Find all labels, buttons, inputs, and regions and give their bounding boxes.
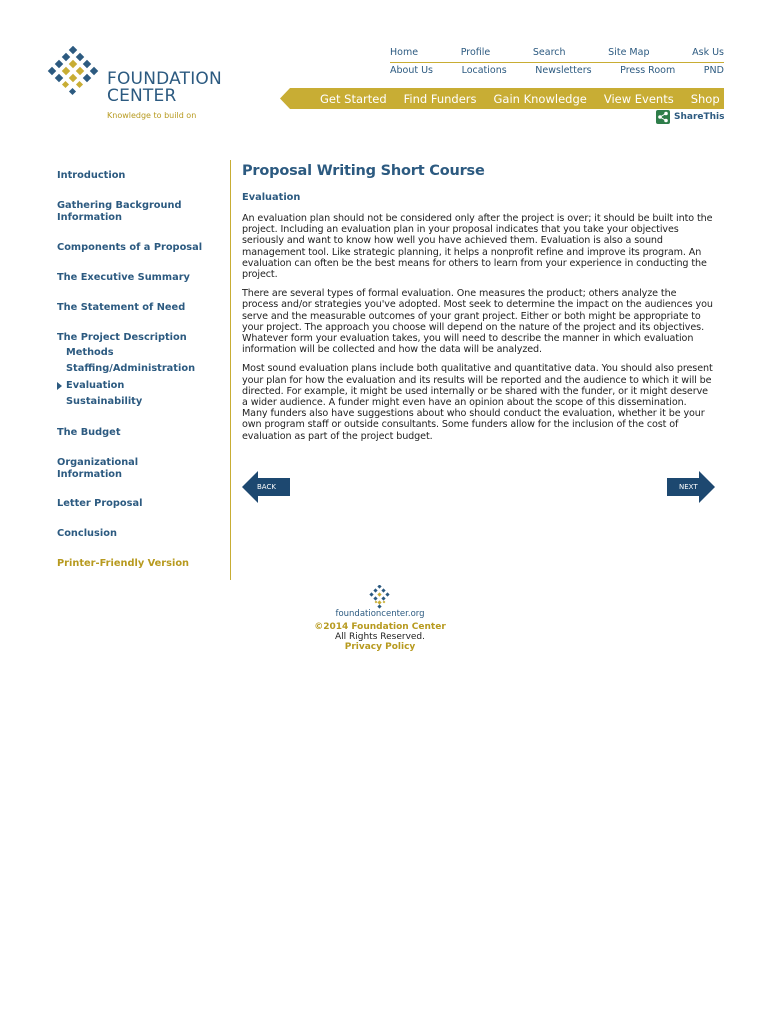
page-footer — [280, 585, 480, 652]
util-link-home[interactable]: Home — [390, 46, 419, 58]
main-nav-bar — [280, 88, 724, 109]
back-label: BACK — [257, 483, 276, 491]
sidebar-item-printer-friendly[interactable]: Printer-Friendly Version — [57, 558, 190, 569]
util-link-ask-us[interactable]: Ask Us — [692, 46, 724, 58]
sidebar-divider — [230, 160, 231, 580]
next-label: NEXT — [679, 483, 698, 491]
sidebar-item-executive-summary[interactable]: The Executive Summary — [57, 272, 190, 283]
sidebar-item-components[interactable]: Components of a Proposal — [57, 242, 203, 253]
nav-view-events[interactable]: View Events — [603, 91, 674, 106]
util-link-search[interactable]: Search — [532, 46, 566, 58]
sidebar-item-statement-of-need[interactable]: The Statement of Need — [57, 302, 186, 313]
back-button[interactable] — [242, 471, 290, 503]
footer-site-link[interactable]: foundationcenter.org — [335, 609, 425, 619]
sidebar-item-label: Gathering Background — [57, 200, 182, 211]
page-title: Proposal Writing Short Course — [242, 163, 485, 179]
sidebar-item-gathering-background[interactable] — [57, 200, 181, 224]
nav-gain-knowledge[interactable]: Gain Knowledge — [493, 91, 587, 106]
nav-shop[interactable]: Shop — [690, 91, 720, 106]
logo-tagline: Knowledge to build on — [107, 111, 197, 120]
next-button[interactable] — [667, 471, 715, 503]
sidebar-item-label: Information — [57, 469, 123, 480]
nav-get-started[interactable]: Get Started — [320, 91, 387, 106]
share-label: ShareThis — [674, 112, 725, 122]
sidebar-subitem-methods[interactable]: Methods — [66, 347, 114, 358]
privacy-policy-link[interactable]: Privacy Policy — [344, 642, 416, 652]
sidebar-item-letter-proposal[interactable]: Letter Proposal — [57, 498, 143, 509]
footer-copyright: ©2014 Foundation Center — [314, 622, 446, 632]
foundation-center-logo[interactable] — [44, 46, 234, 126]
paragraph: Most sound evaluation plans include both qualitative and quantitative data. You should also present your plan for how the evaluation and its results will be reported and the audience to which it will be directed. For example, it might be used internally or be shared with the funder, or it might deserve a wider audience. A funder might even have an opinion about the scope of this dissemination. Many funders also have suggestions about who should conduct the evaluation, whether it be your own program staff or outside consultants. Some funders allow for the inclusion of the cost of evaluation as part of the project budget. — [242, 363, 713, 442]
share-icon — [656, 110, 670, 124]
util-link-pnd[interactable]: PND — [703, 64, 724, 76]
active-item-arrow-icon — [57, 382, 62, 390]
paragraph: An evaluation plan should not be considered only after the project is over; it should be built into the project. Including an evaluation plan in your proposal indicates that you take your objectives seriously and want to know how well you have achieved them. Evaluation is also a sound management tool. Like strategic planning, it helps a nonprofit refine and improve its program. An evaluation can often be the best means for others to learn from your experience in conducting the project. — [242, 213, 713, 281]
paragraph: There are several types of formal evaluation. One measures the product; others analyze the process and/or strategies you've adopted. Most seek to determine the impact on the audiences you serve and the measurable outcomes of your grant project. Either or both might be appropriate to your project. The approach you choose will depend on the nature of the project and its objectives. Whatever form your evaluation takes, you will need to describe the manner in which evaluation information will be collected and how the data will be analyzed. — [242, 288, 713, 356]
sidebar-item-budget[interactable]: The Budget — [57, 427, 121, 438]
util-link-newsletters[interactable]: Newsletters — [535, 64, 592, 76]
footer-rights: All Rights Reserved. — [334, 632, 426, 642]
util-link-profile[interactable]: Profile — [460, 46, 491, 58]
sidebar-subitem-staffing[interactable]: Staffing/Administration — [66, 363, 196, 374]
diamond-grid-logo-icon — [44, 46, 104, 98]
logo-wordmark — [107, 71, 222, 105]
utility-nav-top — [390, 43, 724, 61]
sidebar-item-label: Organizational — [57, 457, 139, 468]
util-link-locations[interactable]: Locations — [461, 64, 507, 76]
main-nav-items — [320, 88, 720, 109]
utility-nav-bottom — [390, 61, 724, 79]
sidebar-item-conclusion[interactable]: Conclusion — [57, 528, 117, 539]
sidebar-item-label: Information — [57, 212, 123, 223]
sidebar-subitem-evaluation[interactable]: Evaluation — [66, 380, 125, 391]
sidebar-item-organizational-information[interactable] — [57, 457, 138, 481]
sidebar-item-project-description[interactable]: The Project Description — [57, 332, 187, 343]
share-this-button[interactable] — [656, 110, 725, 124]
util-link-about-us[interactable]: About Us — [390, 64, 434, 76]
main-content — [242, 163, 714, 450]
util-link-site-map[interactable]: Site Map — [608, 46, 650, 58]
sidebar-item-introduction[interactable]: Introduction — [57, 170, 126, 181]
logo-line2: CENTER — [107, 86, 177, 106]
section-title: Evaluation — [242, 192, 301, 203]
sidebar-subitem-sustainability[interactable]: Sustainability — [66, 396, 143, 407]
footer-logo-icon — [367, 585, 393, 609]
nav-find-funders[interactable]: Find Funders — [403, 91, 477, 106]
logo-line1: FOUNDATION — [107, 69, 222, 89]
util-link-press-room[interactable]: Press Room — [620, 64, 676, 76]
